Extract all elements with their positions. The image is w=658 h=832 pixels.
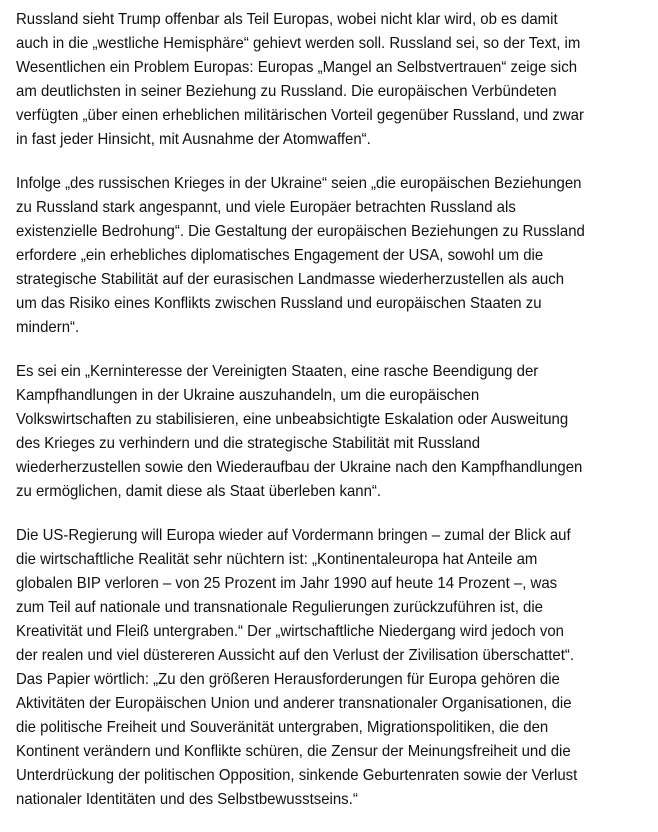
text-line: Aktivitäten der Europäischen Union und anderer transnationaler Organisationen, die (16, 695, 572, 712)
paragraph-3 (16, 360, 646, 504)
text-line: zum Teil auf nationale und transnationale Regulierungen zurückzuführen ist, die (16, 599, 543, 616)
text-line: Infolge „des russischen Krieges in der Ukraine“ seien „die europäischen Beziehungen (16, 175, 582, 192)
text-line: verfügten „über einen erheblichen militärischen Vorteil gegenüber Russland, und zwar (16, 107, 584, 124)
text-line: globalen BIP verloren – von 25 Prozent im Jahr 1990 auf heute 14 Prozent –, was (16, 575, 558, 592)
text-line: zu ermöglichen, damit diese als Staat überleben kann“. (16, 483, 382, 500)
text-line: Es sei ein „Kerninteresse der Vereinigten Staaten, eine rasche Beendigung der (16, 363, 539, 380)
text-line: existenzielle Bedrohung“. Die Gestaltung der europäischen Beziehungen zu Russland (16, 223, 585, 240)
text-line: auch in die „westliche Hemisphäre“ gehievt werden soll. Russland sei, so der Text, im (16, 35, 581, 52)
text-line: am deutlichsten in seiner Beziehung zu Russland. Die europäischen Verbündeten (16, 83, 557, 100)
text-line: nationaler Identitäten und des Selbstbewusstseins.“ (16, 791, 358, 808)
text-line: Russland sieht Trump offenbar als Teil Europas, wobei nicht klar wird, ob es damit (16, 11, 558, 28)
text-line: wiederherzustellen sowie den Wiederaufbau der Ukraine nach den Kampfhandlungen (16, 459, 583, 476)
text-line: des Krieges zu verhindern und die strategische Stabilität mit Russland (16, 435, 481, 452)
text-line: strategische Stabilität auf der eurasischen Landmasse wiederherzustellen als auch (16, 271, 565, 288)
text-line: Kampfhandlungen in der Ukraine auszuhandeln, um die europäischen (16, 387, 480, 404)
paragraph-1 (16, 8, 646, 152)
text-line: Das Papier wörtlich: „Zu den größeren Herausforderungen für Europa gehören die (16, 671, 560, 688)
text-line: Volkswirtschaften zu stabilisieren, eine unbeabsichtigte Eskalation oder Ausweitung (16, 411, 569, 428)
text-line: die wirtschaftliche Realität sehr nüchtern ist: „Kontinentaleuropa hat Anteile am (16, 551, 538, 568)
text-line: um das Risiko eines Konflikts zwischen Russland und europäischen Staaten zu (16, 295, 542, 312)
text-line: Wesentlichen ein Problem Europas: Europas „Mangel an Selbstvertrauen“ zeige sich (16, 59, 578, 76)
text-line: zu Russland stark angespannt, und viele Europäer betrachten Russland als (16, 199, 516, 216)
text-line: die politische Freiheit und Souveränität untergraben, Migrationspolitiken, die den (16, 719, 549, 736)
text-line: in fast jeder Hinsicht, mit Ausnahme der Atomwaffen“. (16, 131, 371, 148)
text-line: erfordere „ein erhebliches diplomatisches Engagement der USA, sowohl um die (16, 247, 544, 264)
text-line: Kreativität und Fleiß untergraben.“ Der „wirtschaftliche Niedergang wird jedoch von (16, 623, 564, 640)
text-line: Die US-Regierung will Europa wieder auf Vordermann bringen – zumal der Blick auf (16, 527, 571, 544)
text-line: Kontinent verändern und Konflikte schüren, die Zensur der Meinungsfreiheit und die (16, 743, 571, 760)
paragraph-4 (16, 524, 646, 812)
text-line: Unterdrückung der politischen Opposition, sinkende Geburtenraten sowie der Verlust (16, 767, 578, 784)
text-line: mindern“. (16, 319, 80, 336)
article-body (16, 8, 646, 832)
text-line: der realen und viel düstereren Aussicht auf den Verlust der Zivilisation überschattet“. (16, 647, 574, 664)
paragraph-2 (16, 172, 646, 340)
